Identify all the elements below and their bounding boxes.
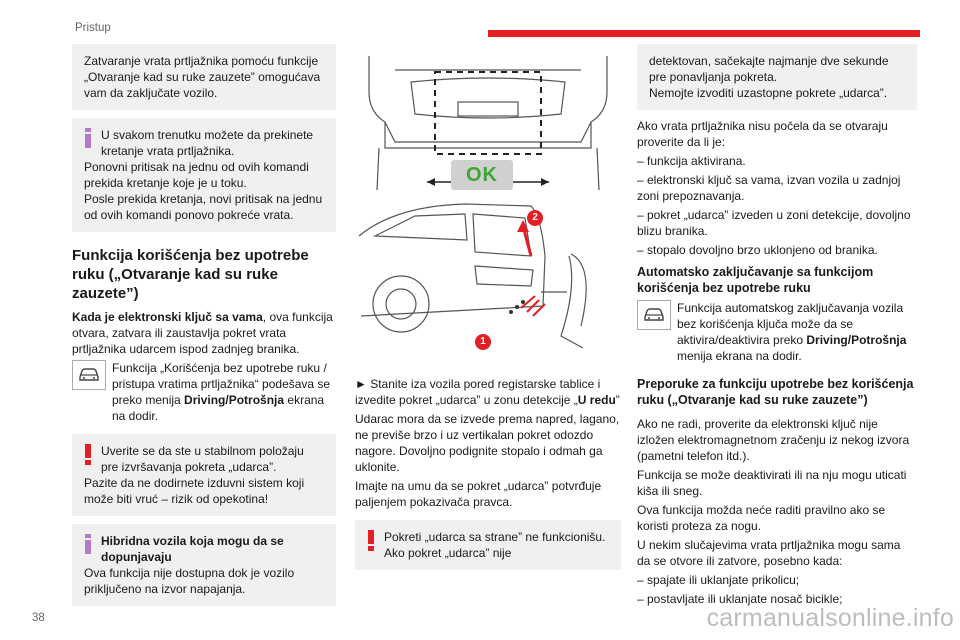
side-view-illustration bbox=[355, 196, 621, 356]
warning-box-stable bbox=[72, 434, 336, 516]
car-side-drawing bbox=[355, 196, 621, 356]
warning-icon bbox=[367, 529, 377, 561]
info-title: Hibridna vozila koja mogu da se dopunjavaju bbox=[101, 534, 284, 564]
paragraph: Funkcija se može deaktivirati ili na nju mogu uticati kiša ili sneg. bbox=[637, 468, 907, 498]
right-column bbox=[637, 44, 917, 610]
autolock-text: Funkcija automatskog zaključavanja vozila bez korišćenja ključa može da se aktivira/deaktivira preko Driving/Potrošnja menija ekrana na dodir. bbox=[677, 301, 907, 363]
info-icon bbox=[84, 127, 94, 159]
callout-2: 2 bbox=[527, 210, 543, 226]
info-text: Ova funkcija nije dostupna dok je vozilo priključeno na izvor napajanja. bbox=[84, 566, 295, 596]
rear-view-illustration bbox=[355, 52, 621, 194]
paragraph: U nekim slučajevima vrata prtljažnika mogu sama da se otvore ili zatvore, posebno kada: bbox=[637, 538, 901, 568]
warning-icon bbox=[84, 443, 94, 475]
note-box-lock bbox=[72, 44, 336, 110]
section-title: Pristup bbox=[75, 22, 111, 34]
note-text: Zatvaranje vrata prtljažnika pomoću funkcije „Otvaranje kad su ruke zauzete” omogućava vam da zaključate vozilo. bbox=[84, 54, 321, 100]
check-item: – elektronski ključ sa vama, izvan vozila u zadnjoj zoni prepoznavanja. bbox=[637, 173, 901, 203]
paragraph: Ako vrata prtljažnika nisu počela da se otvaraju proverite da li je: bbox=[637, 119, 888, 149]
header-accent-bar bbox=[488, 30, 920, 37]
settings-paragraph bbox=[72, 360, 336, 424]
check-item: – funkcija aktivirana. bbox=[637, 154, 746, 168]
left-column bbox=[72, 44, 336, 614]
car-settings-icon bbox=[637, 300, 671, 330]
info-box-hybrid bbox=[72, 524, 336, 606]
autolock-paragraph bbox=[637, 300, 917, 364]
settings-text: Funkcija „Korišćenja bez upotrebe ruku / pristupa vratima prtljažnika“ podešava se preko menija Driving/Potrošnja ekrana na dodir. bbox=[112, 361, 331, 423]
paragraph: Ako ne radi, proverite da elektronski ključ nije izložen elektromagnetnom zračenju iz nekog izvora (pametni telefon itd.). bbox=[637, 417, 910, 463]
list-item: – postavljate ili uklanjate nosač bicikle; bbox=[637, 592, 843, 606]
section-heading: Funkcija korišćenja bez upotrebe ruku („Otvaranje kad su ruke zauzete”) bbox=[72, 247, 309, 302]
warning-box-continued bbox=[637, 44, 917, 110]
watermark: carmanualsonline.info bbox=[706, 604, 954, 632]
warning-text: detektovan, sačekajte najmanje dve sekunde pre ponavljanja pokreta. bbox=[649, 54, 889, 84]
info-text: U svakom trenutku možete da prekinete kretanje vrata prtljažnika. bbox=[101, 128, 314, 158]
callout-1: 1 bbox=[475, 334, 491, 350]
info-text: Ponovni pritisak na jednu od ovih komandi prekida kretanje koje je u toku. bbox=[84, 160, 309, 190]
paragraph: Ova funkcija možda neće raditi pravilno ako se koristi proteza za nogu. bbox=[637, 503, 886, 533]
check-item: – pokret „udarca” izveden u zoni detekcije, dovoljno blizu branika. bbox=[637, 208, 911, 238]
ok-zone-label: OK bbox=[451, 160, 513, 190]
warning-text: Pazite da ne dodirnete izduvni sistem koji može biti vruć – rizik od opekotina! bbox=[84, 476, 305, 506]
info-box-interrupt bbox=[72, 118, 336, 232]
car-settings-icon bbox=[72, 360, 106, 390]
instruction-step: ► Stanite iza vozila pored registarske tablice i izvedite pokret „udarca” u zonu detekcije „U redu” bbox=[355, 377, 620, 407]
info-text: Posle prekida kretanja, novi pritisak na jednu od ovih komandi ponovo pokreće vrata. bbox=[84, 192, 323, 222]
warning-text: Uverite se da ste u stabilnom položaju pre izvršavanja pokreta „udarca”. bbox=[101, 444, 304, 474]
subheading: Automatsko zaključavanje sa funkcijom korišćenja bez upotrebe ruku bbox=[637, 265, 874, 295]
check-item: – stopalo dovoljno brzo uklonjeno od branika. bbox=[637, 243, 878, 257]
middle-column bbox=[355, 52, 621, 578]
page-number: 38 bbox=[32, 612, 45, 624]
warning-box-side-kick bbox=[355, 520, 621, 570]
warning-text: Pokreti „udarca sa strane” ne funkcionišu. Ako pokret „udarca” nije bbox=[384, 530, 606, 560]
info-icon bbox=[84, 533, 94, 565]
paragraph: Kada je elektronski ključ sa vama, ova funkcija otvara, zatvara ili zaustavlja pokret vrata prtljažnika udarcem ispod zadnjeg branika. bbox=[72, 310, 333, 356]
paragraph: Imajte na umu da se pokret „udarca” potvrđuje paljenjem pokazivača pravca. bbox=[355, 479, 602, 509]
subheading: Preporuke za funkciju upotrebe bez korišćenja ruku („Otvaranje kad su ruke zauzete”) bbox=[637, 377, 914, 407]
paragraph: Udarac mora da se izvede prema napred, lagano, ne previše brzo i uz vertikalan pokret odozdo nagore. Dovoljno podignite stopalo i odmah ga uklonite. bbox=[355, 412, 620, 474]
warning-text: Nemojte izvoditi uzastopne pokrete „udarca”. bbox=[649, 86, 888, 100]
list-item: – spajate ili uklanjate prikolicu; bbox=[637, 573, 800, 587]
